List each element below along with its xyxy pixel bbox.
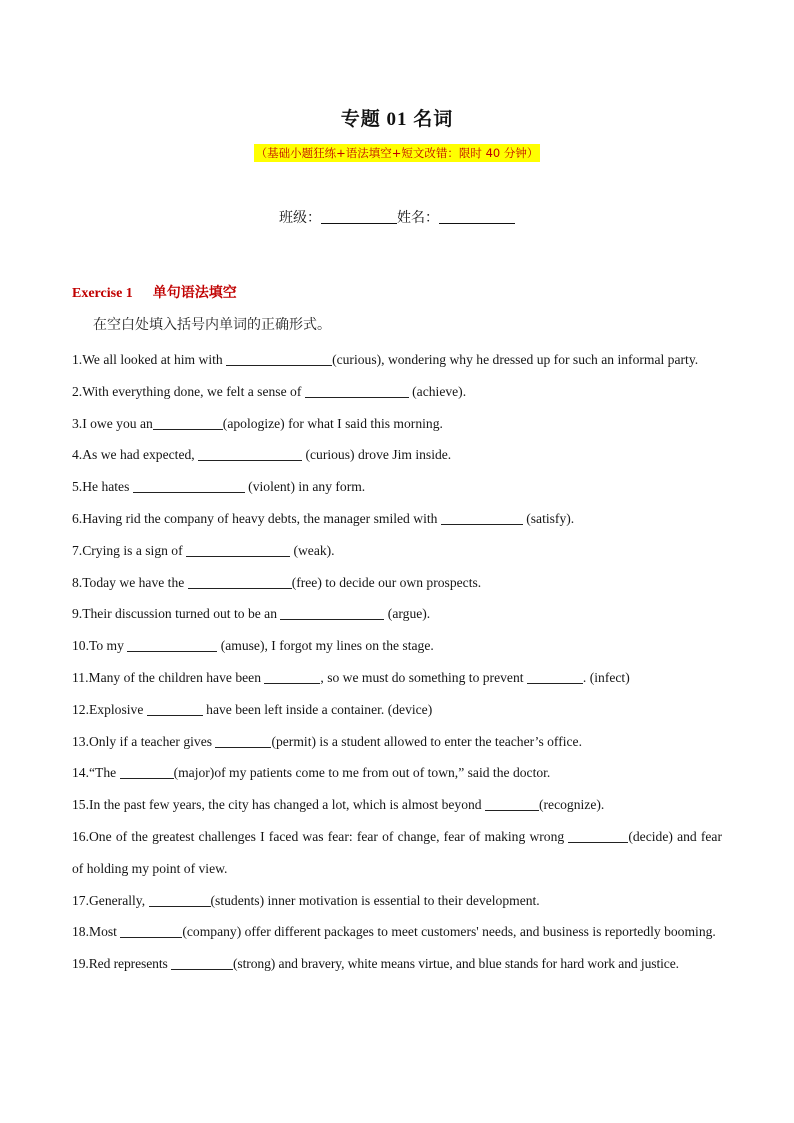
question-text: have been left inside a container. (device)	[202, 701, 433, 717]
question-list	[72, 344, 722, 980]
student-info-line	[0, 207, 794, 227]
answer-blank	[226, 352, 332, 366]
question-text: (strong) and bravery, white means virtue, and blue stands for hard work and justice.	[233, 956, 679, 972]
question-text: 12.Explosive	[72, 701, 147, 717]
question-item	[72, 821, 722, 885]
answer-blank	[133, 479, 245, 493]
question-text: (free) to decide our own prospects.	[291, 574, 482, 590]
question-item	[72, 948, 722, 980]
question-text: 11.Many of the children have been	[72, 669, 265, 685]
answer-blank	[153, 416, 223, 430]
question-text: (recognize).	[539, 797, 605, 813]
answer-blank	[149, 893, 211, 907]
question-text: 9.Their discussion turned out to be an	[72, 606, 281, 622]
question-text: 7.Crying is a sign of	[72, 542, 187, 558]
answer-blank	[215, 734, 271, 748]
question-item	[72, 503, 722, 535]
exercise-heading	[72, 282, 237, 302]
question-text: 16.One of the greatest challenges I faced was fear: fear of change, fear of making wrong	[72, 828, 569, 844]
answer-blank	[198, 447, 302, 461]
subtitle-row	[0, 144, 794, 162]
page-title: 专题 01 名词	[340, 109, 454, 130]
question-text: (students) inner motivation is essential to their development.	[210, 892, 540, 908]
question-item	[72, 789, 722, 821]
question-text: (decide) and fear of holding my point of view.	[72, 828, 722, 876]
question-text: 5.He hates	[72, 479, 133, 495]
question-item	[72, 916, 722, 948]
answer-blank	[127, 638, 217, 652]
question-text: 3.I owe you an	[72, 415, 153, 431]
answer-blank	[188, 575, 292, 589]
answer-blank	[264, 670, 320, 684]
question-item	[72, 630, 722, 662]
question-text: (permit) is a student allowed to enter the teacher’s office.	[271, 733, 582, 749]
answer-blank	[485, 797, 539, 811]
name-blank	[439, 209, 515, 224]
page-subtitle: （基础小题狂练+语法填空+短文改错：限时 40 分钟）	[255, 146, 539, 160]
question-text: (company) offer different packages to meet customers' needs, and business is reportedly booming.	[182, 924, 716, 940]
question-text: , so we must do something to prevent	[320, 669, 527, 685]
question-item	[72, 885, 722, 917]
question-text: 14.“The	[72, 765, 120, 781]
question-text: . (infect)	[582, 669, 630, 685]
question-text: 10.To my	[72, 638, 128, 654]
answer-blank	[305, 384, 409, 398]
question-text: (argue).	[384, 606, 431, 622]
question-text: (curious) drove Jim inside.	[302, 447, 452, 463]
question-text: (apologize) for what I said this morning.	[222, 415, 443, 431]
answer-blank	[120, 924, 182, 938]
answer-blank	[568, 829, 628, 843]
question-text: (curious), wondering why he dressed up for such an informal party.	[332, 352, 699, 367]
question-text: 2.With everything done, we felt a sense of	[72, 383, 305, 399]
question-text: 8.Today we have the	[72, 574, 188, 590]
question-text: (satisfy).	[522, 510, 575, 526]
question-item	[72, 471, 722, 503]
question-item	[72, 535, 722, 567]
question-text: 15.In the past few years, the city has changed a lot, which is almost beyond	[72, 797, 485, 813]
question-text: 19.Red represents	[72, 956, 171, 972]
question-text: (violent) in any form.	[244, 479, 366, 495]
answer-blank	[441, 511, 523, 525]
question-item	[72, 694, 722, 726]
answer-blank	[527, 670, 583, 684]
question-item	[72, 567, 722, 599]
question-text: 18.Most	[72, 924, 121, 940]
exercise-title: 单句语法填空	[152, 285, 237, 301]
question-text: (weak).	[290, 542, 335, 558]
question-text: 6.Having rid the company of heavy debts, the manager smiled with	[72, 510, 441, 526]
class-blank	[321, 209, 397, 224]
question-item	[72, 757, 722, 789]
question-item	[72, 726, 722, 758]
name-label: 姓名：	[397, 211, 439, 226]
question-item	[72, 408, 722, 440]
question-text: (major)of my patients come to me from out of town,” said the doctor.	[173, 765, 551, 781]
question-item	[72, 662, 722, 694]
question-text: 13.Only if a teacher gives	[72, 733, 216, 749]
question-item	[72, 344, 722, 376]
question-item	[72, 376, 722, 408]
answer-blank	[120, 765, 174, 779]
exercise-instruction: 在空白处填入括号内单词的正确形式。	[93, 317, 331, 333]
question-item	[72, 598, 722, 630]
question-text: (achieve).	[408, 383, 467, 399]
answer-blank	[186, 543, 290, 557]
exercise-number: Exercise 1	[72, 286, 133, 301]
question-text: (amuse), I forgot my lines on the stage.	[217, 638, 434, 654]
question-text: 4.As we had expected,	[72, 447, 199, 463]
class-label: 班级：	[279, 211, 321, 226]
answer-blank	[280, 606, 384, 620]
answer-blank	[147, 702, 203, 716]
question-item	[72, 439, 722, 471]
question-text: 1.We all looked at him with	[72, 352, 227, 367]
question-text: 17.Generally,	[72, 892, 149, 908]
answer-blank	[171, 956, 233, 970]
